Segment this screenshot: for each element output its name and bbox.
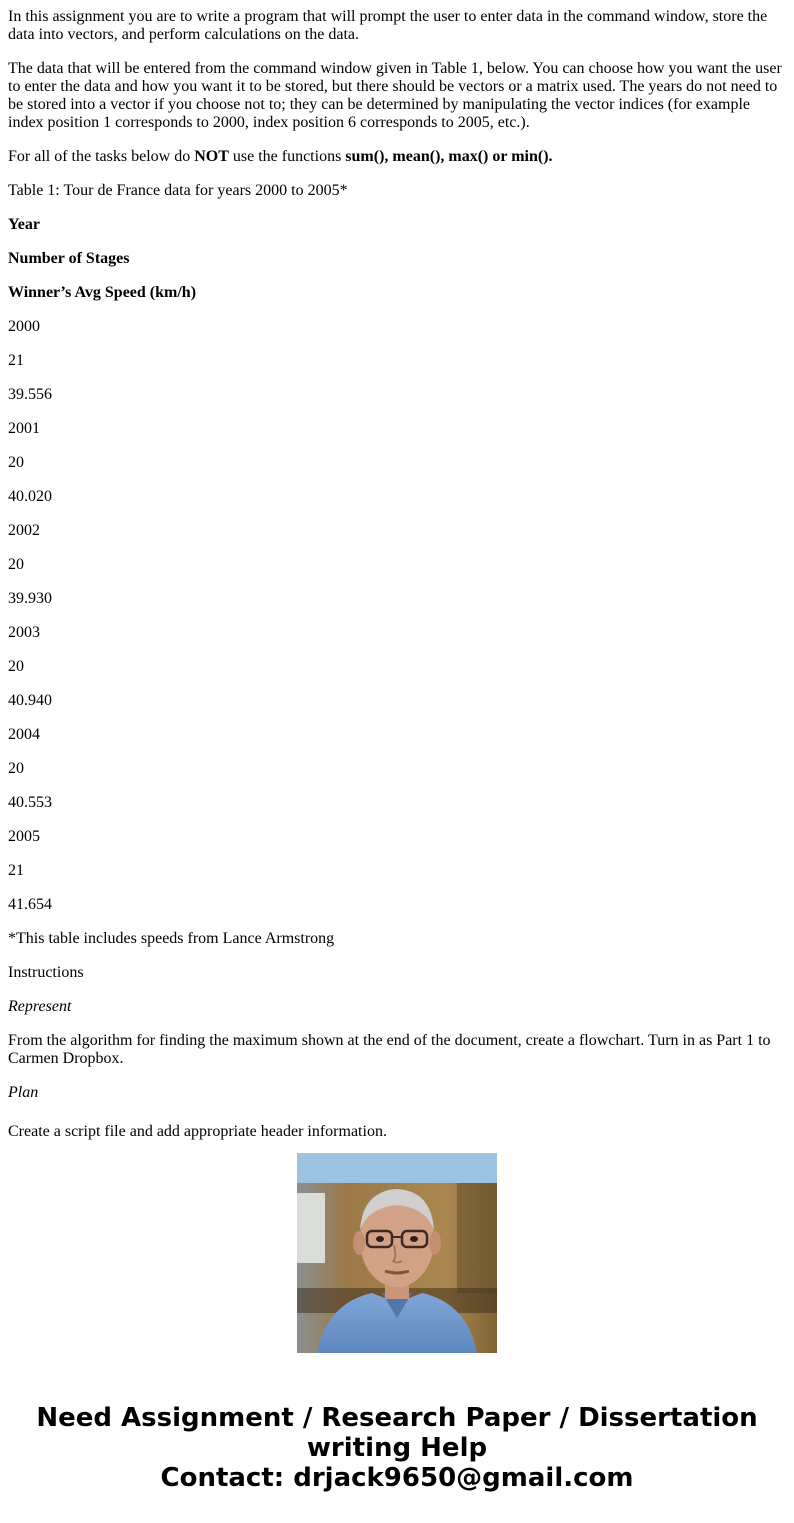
table-cell: 2004	[8, 726, 40, 743]
author-avatar	[297, 1153, 497, 1353]
promo-line-3: Contact: drjack9650@gmail.com	[160, 1463, 634, 1493]
promo-line-2: writing Help	[306, 1433, 488, 1463]
table-header-cell	[8, 216, 786, 234]
p3-functions: sum(), mean(), max() or min().	[345, 148, 553, 165]
table-cell: 21	[8, 352, 24, 369]
table-caption: Table 1: Tour de France data for years 2000 to 2005*	[8, 182, 348, 199]
table-cell: 21	[8, 862, 24, 879]
instructions-heading: Instructions	[8, 964, 84, 981]
intro-paragraph-3	[8, 148, 786, 166]
p3-pre: For all of the tasks below do	[8, 148, 195, 165]
table-footnote: *This table includes speeds from Lance Armstrong	[8, 930, 335, 947]
table-cell: 20	[8, 658, 24, 675]
promo-banner	[0, 1403, 794, 1493]
p3-mid: use the functions	[228, 148, 346, 165]
table-header-cell	[8, 284, 786, 302]
table-header-cell	[8, 250, 786, 268]
table-cells	[8, 216, 786, 914]
table-cell: 2001	[8, 420, 40, 437]
table-cell: 2000	[8, 318, 40, 335]
table-cell: 2002	[8, 522, 40, 539]
plan-label-text: Plan	[8, 1084, 39, 1101]
table-cell: 20	[8, 556, 24, 573]
avatar-photo	[297, 1153, 497, 1353]
table-cell: 2003	[8, 624, 40, 641]
represent-label	[8, 998, 786, 1016]
table-header-text: Number of Stages	[8, 250, 130, 267]
table-cell: 41.654	[8, 896, 52, 913]
table-header-text: Year	[8, 216, 40, 233]
document-body	[8, 0, 786, 1140]
table-cell: 20	[8, 454, 24, 471]
table-cell: 40.940	[8, 692, 52, 709]
table-cell: 2005	[8, 828, 40, 845]
table-cell: 40.553	[8, 794, 52, 811]
represent-label-text: Represent	[8, 998, 72, 1015]
represent-text: From the algorithm for finding the maximum shown at the end of the document, create a flowchart. Turn in as Part 1 to Carmen Dropbox.	[8, 1032, 771, 1067]
plan-text-clipped: Create a script file and add appropriate header information.	[8, 1123, 387, 1140]
table-cell: 20	[8, 760, 24, 777]
promo-line-1: Need Assignment / Research Paper / Dissertation	[36, 1403, 758, 1433]
table-cell: 39.556	[8, 386, 52, 403]
table-cell: 39.930	[8, 590, 52, 607]
intro-paragraph-2: The data that will be entered from the command window given in Table 1, below. You can choose how you want the user to enter the data and how you want it to be stored, but there should be vectors or a matrix used. The years do not need to be stored into a vector if you choose not to; they can be determined by manipulating the vector indices (for example index position 1 corresponds to 2000, index position 6 corresponds to 2005, etc.).	[8, 60, 782, 131]
plan-label	[8, 1084, 786, 1102]
p3-not: NOT	[194, 148, 229, 165]
intro-paragraph-1: In this assignment you are to write a program that will prompt the user to enter data in the command window, store the data into vectors, and perform calculations on the data.	[8, 8, 768, 43]
table-header-text: Winner’s Avg Speed (km/h)	[8, 284, 197, 301]
table-cell: 40.020	[8, 488, 52, 505]
